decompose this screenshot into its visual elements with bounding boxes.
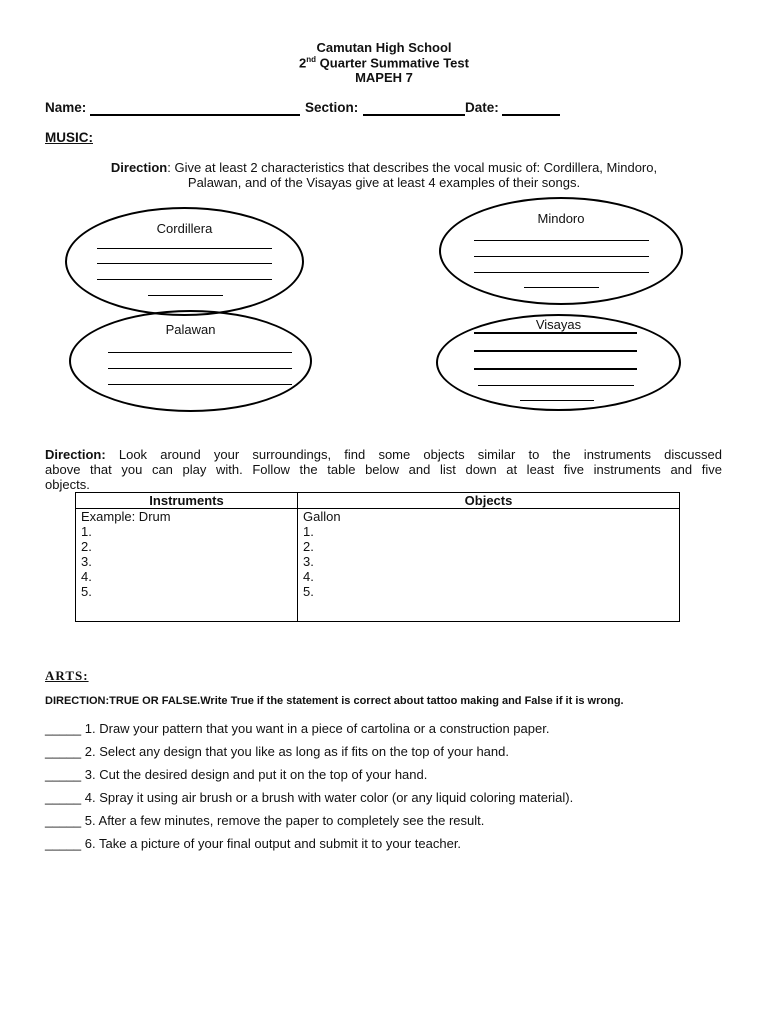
cordillera-label: Cordillera <box>156 221 213 236</box>
direction2-line2: above that you can play with. Follow the table below and list down at least five instruments and five <box>45 462 722 477</box>
statement-text: 2. Select any design that you like as long as if fits on the top of your hand. <box>84 744 509 759</box>
visayas-answer-line-3[interactable] <box>474 368 637 370</box>
cordillera-answer-line-3[interactable] <box>97 279 272 280</box>
object-item-4: 4. <box>303 569 314 584</box>
palawan-answer-line-3[interactable] <box>108 384 292 385</box>
instrument-item-5: 5. <box>81 584 92 599</box>
tf-item-1 <box>45 721 549 736</box>
quarter-number: 2 <box>299 55 307 71</box>
quarter-text: Quarter Summative Test <box>316 55 469 71</box>
music-direction-text1: : Give at least 2 characteristics that describes the vocal music of: Cordillera, Mindoro, <box>167 160 658 175</box>
music-direction-line2: Palawan, and of the Visayas give at least 4 examples of their songs. <box>187 175 581 190</box>
table-header-row <box>76 493 680 509</box>
arts-heading: ARTS: <box>45 668 89 683</box>
instrument-item-4: 4. <box>81 569 92 584</box>
answer-blank[interactable]: _____ <box>45 813 82 828</box>
object-item-1: 1. <box>303 524 314 539</box>
instruments-header: Instruments <box>76 493 298 509</box>
tf-item-2 <box>45 744 509 759</box>
instrument-item-1: 1. <box>81 524 92 539</box>
date-label: Date: <box>465 100 499 115</box>
object-item-2: 2. <box>303 539 314 554</box>
instruments-objects-table <box>75 492 680 622</box>
name-field[interactable] <box>90 114 300 116</box>
answer-blank[interactable]: _____ <box>45 721 82 736</box>
answer-blank[interactable]: _____ <box>45 744 82 759</box>
music-direction-line1 <box>0 160 768 175</box>
tf-item-4 <box>45 790 573 805</box>
cordillera-answer-line-1[interactable] <box>97 248 272 249</box>
object-item-5: 5. <box>303 584 314 599</box>
object-example: Gallon <box>303 509 341 524</box>
objects-cell[interactable] <box>298 509 680 622</box>
mindoro-answer-line-4[interactable] <box>524 287 599 288</box>
arts-direction-text: Write True if the statement is correct about tattoo making and False if it is wrong. <box>200 695 624 707</box>
statement-text: 1. Draw your pattern that you want in a piece of cartolina or a construction paper. <box>84 721 550 736</box>
subject-title: MAPEH 7 <box>355 70 413 85</box>
visayas-answer-line-2[interactable] <box>474 350 637 352</box>
tf-item-5 <box>45 813 484 828</box>
arts-direction-label: DIRECTION:TRUE OR FALSE. <box>45 695 201 707</box>
instrument-example: Example: Drum <box>81 509 171 524</box>
mindoro-answer-line-1[interactable] <box>474 240 649 241</box>
mindoro-answer-line-3[interactable] <box>474 272 649 273</box>
direction2-label: Direction: <box>45 447 106 462</box>
school-name: Camutan High School <box>316 40 452 55</box>
date-field[interactable] <box>502 114 560 116</box>
cordillera-oval <box>65 207 304 316</box>
direction2-line3: objects. <box>45 477 90 492</box>
visayas-label: Visayas <box>535 317 582 332</box>
statement-text: 3. Cut the desired design and put it on the top of your hand. <box>84 767 428 782</box>
music-heading: MUSIC: <box>45 130 93 145</box>
instrument-item-2: 2. <box>81 539 92 554</box>
statement-text: 5. After a few minutes, remove the paper to completely see the result. <box>84 813 485 828</box>
direction2-text1: Look around your surroundings, find some objects similar to the instruments discussed <box>105 447 722 462</box>
mindoro-oval <box>439 197 683 305</box>
palawan-oval <box>69 310 312 412</box>
objects-header: Objects <box>298 493 680 509</box>
instruments-cell[interactable] <box>76 509 298 622</box>
mindoro-answer-line-2[interactable] <box>474 256 649 257</box>
tf-item-6 <box>45 836 461 851</box>
palawan-label: Palawan <box>165 322 216 337</box>
visayas-answer-line-1[interactable] <box>474 332 637 334</box>
cordillera-answer-line-4[interactable] <box>148 295 223 296</box>
quarter-suffix: nd <box>306 55 317 64</box>
test-title <box>0 55 768 70</box>
cordillera-answer-line-2[interactable] <box>97 263 272 264</box>
mindoro-label: Mindoro <box>537 211 585 226</box>
arts-direction <box>45 695 624 707</box>
tf-item-3 <box>45 767 427 782</box>
section-label: Section: <box>305 100 359 115</box>
visayas-answer-line-4[interactable] <box>478 385 634 386</box>
palawan-answer-line-2[interactable] <box>108 368 292 369</box>
section-field[interactable] <box>363 114 465 116</box>
answer-blank[interactable]: _____ <box>45 767 82 782</box>
direction2-line1 <box>45 447 722 462</box>
answer-blank[interactable]: _____ <box>45 836 82 851</box>
visayas-answer-line-5[interactable] <box>520 400 594 401</box>
statement-text: 6. Take a picture of your final output and submit it to your teacher. <box>84 836 462 851</box>
music-direction-label: Direction <box>110 160 168 175</box>
answer-blank[interactable]: _____ <box>45 790 82 805</box>
statement-text: 4. Spray it using air brush or a brush with water color (or any liquid coloring material). <box>84 790 574 805</box>
table-row <box>76 509 680 622</box>
instrument-item-3: 3. <box>81 554 92 569</box>
object-item-3: 3. <box>303 554 314 569</box>
palawan-answer-line-1[interactable] <box>108 352 292 353</box>
name-label: Name: <box>45 100 87 115</box>
visayas-oval <box>436 314 681 411</box>
